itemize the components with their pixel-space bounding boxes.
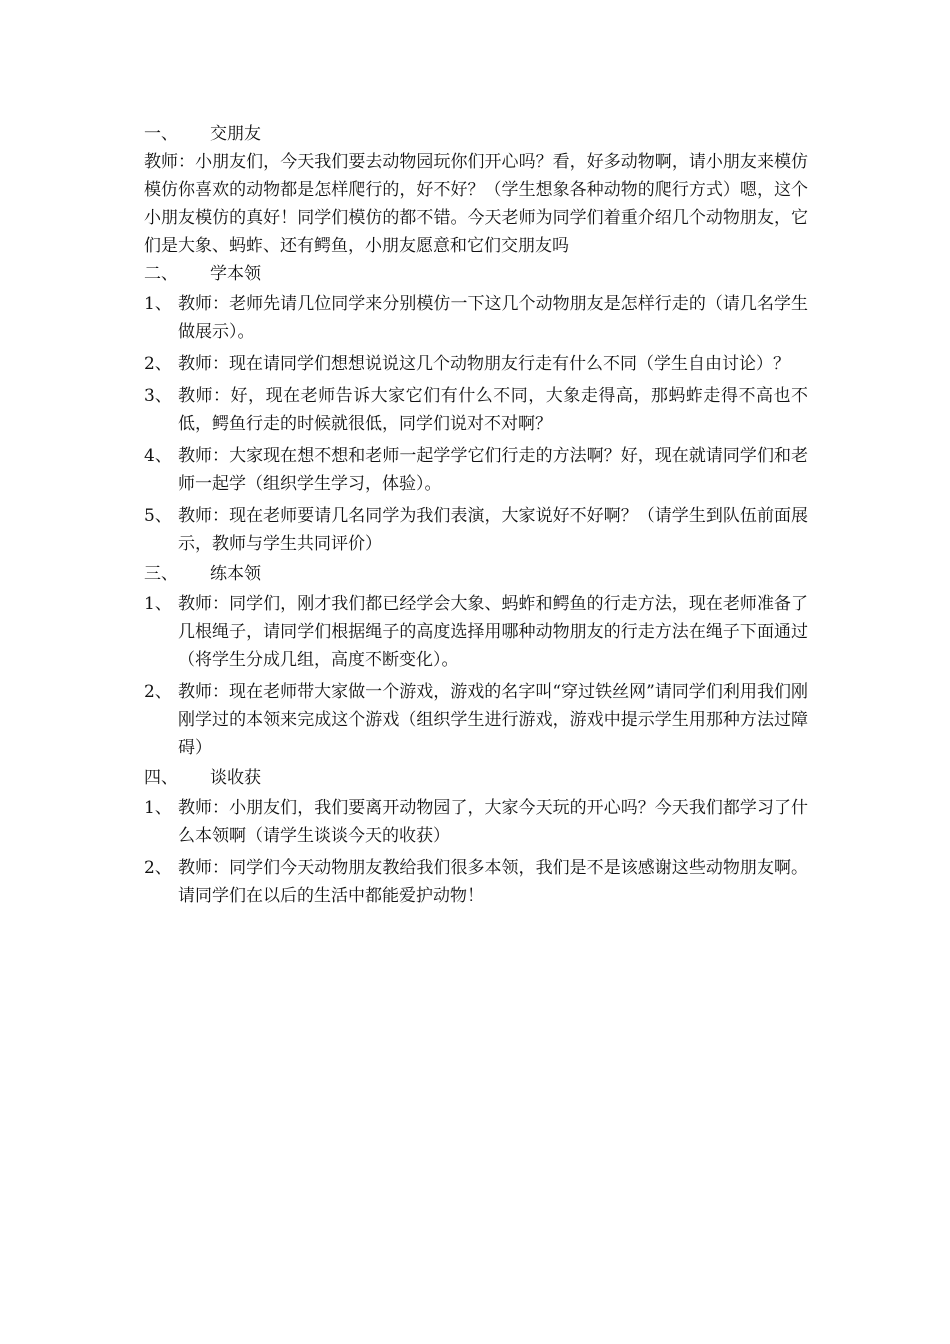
list-item — [144, 290, 808, 346]
item-number: 2、 — [144, 858, 172, 878]
item-number: 1、 — [144, 294, 172, 314]
section-heading — [144, 120, 808, 148]
item-number: 4、 — [144, 446, 172, 466]
section-title: 谈收获 — [210, 768, 261, 788]
item-text: 教师：现在请同学们想想说说这几个动物朋友行走有什么不同（学生自由讨论）？ — [178, 354, 790, 374]
item-text: 教师：同学们，刚才我们都已经学会大象、蚂蚱和鳄鱼的行走方法，现在老师准备了几根绳子，请同学们根据绳子的高度选择用哪种动物朋友的行走方法在绳子下面通过（将学生分成几组，高度不断变化）。 — [178, 594, 808, 670]
item-number: 5、 — [144, 506, 172, 526]
section-number: 一、 — [144, 124, 178, 144]
list-item — [144, 502, 808, 558]
list-item — [144, 590, 808, 674]
section-heading — [144, 260, 808, 288]
item-number: 2、 — [144, 354, 172, 374]
list-item — [144, 350, 808, 378]
section-title: 练本领 — [210, 564, 261, 584]
item-text: 教师：好，现在老师告诉大家它们有什么不同，大象走得高，那蚂蚱走得不高也不低，鳄鱼行走的时候就很低，同学们说对不对啊？ — [178, 386, 808, 434]
item-text: 教师：现在老师带大家做一个游戏，游戏的名字叫“穿过铁丝网”请同学们利用我们刚刚学过的本领来完成这个游戏（组织学生进行游戏，游戏中提示学生用那种方法过障碍） — [178, 682, 808, 758]
section-title: 交朋友 — [210, 124, 261, 144]
item-text: 教师：现在老师要请几名同学为我们表演，大家说好不好啊？（请学生到队伍前面展示，教师与学生共同评价） — [178, 506, 808, 554]
list-item — [144, 442, 808, 498]
list-item — [144, 382, 808, 438]
section-number: 二、 — [144, 264, 178, 284]
section-number: 三、 — [144, 564, 178, 584]
item-text: 教师：大家现在想不想和老师一起学学它们行走的方法啊？好，现在就请同学们和老师一起学（组织学生学习，体验）。 — [178, 446, 808, 494]
section-paragraph: 教师：小朋友们，今天我们要去动物园玩你们开心吗？看，好多动物啊，请小朋友来模仿模仿你喜欢的动物都是怎样爬行的，好不好？（学生想象各种动物的爬行方式）嗯，这个小朋友模仿的真好！同学们模仿的都不错。今天老师为同学们着重介绍几个动物朋友，它们是大象、蚂蚱、还有鳄鱼，小朋友愿意和它们交朋友吗 — [144, 152, 808, 256]
section-title: 学本领 — [210, 264, 261, 284]
section-heading — [144, 764, 808, 792]
item-number: 1、 — [144, 798, 172, 818]
list-item — [144, 678, 808, 762]
item-number: 3、 — [144, 386, 172, 406]
list-item — [144, 794, 808, 850]
item-text: 教师：小朋友们，我们要离开动物园了，大家今天玩的开心吗？今天我们都学习了什么本领啊（请学生谈谈今天的收获） — [178, 798, 808, 846]
document-body — [144, 120, 808, 910]
item-text: 教师：同学们今天动物朋友教给我们很多本领，我们是不是该感谢这些动物朋友啊。请同学们在以后的生活中都能爱护动物！ — [178, 858, 808, 906]
item-number: 2、 — [144, 682, 172, 702]
section-heading — [144, 560, 808, 588]
item-text: 教师：老师先请几位同学来分别模仿一下这几个动物朋友是怎样行走的（请几名学生做展示）。 — [178, 294, 808, 342]
item-number: 1、 — [144, 594, 172, 614]
section-number: 四、 — [144, 768, 178, 788]
list-item — [144, 854, 808, 910]
